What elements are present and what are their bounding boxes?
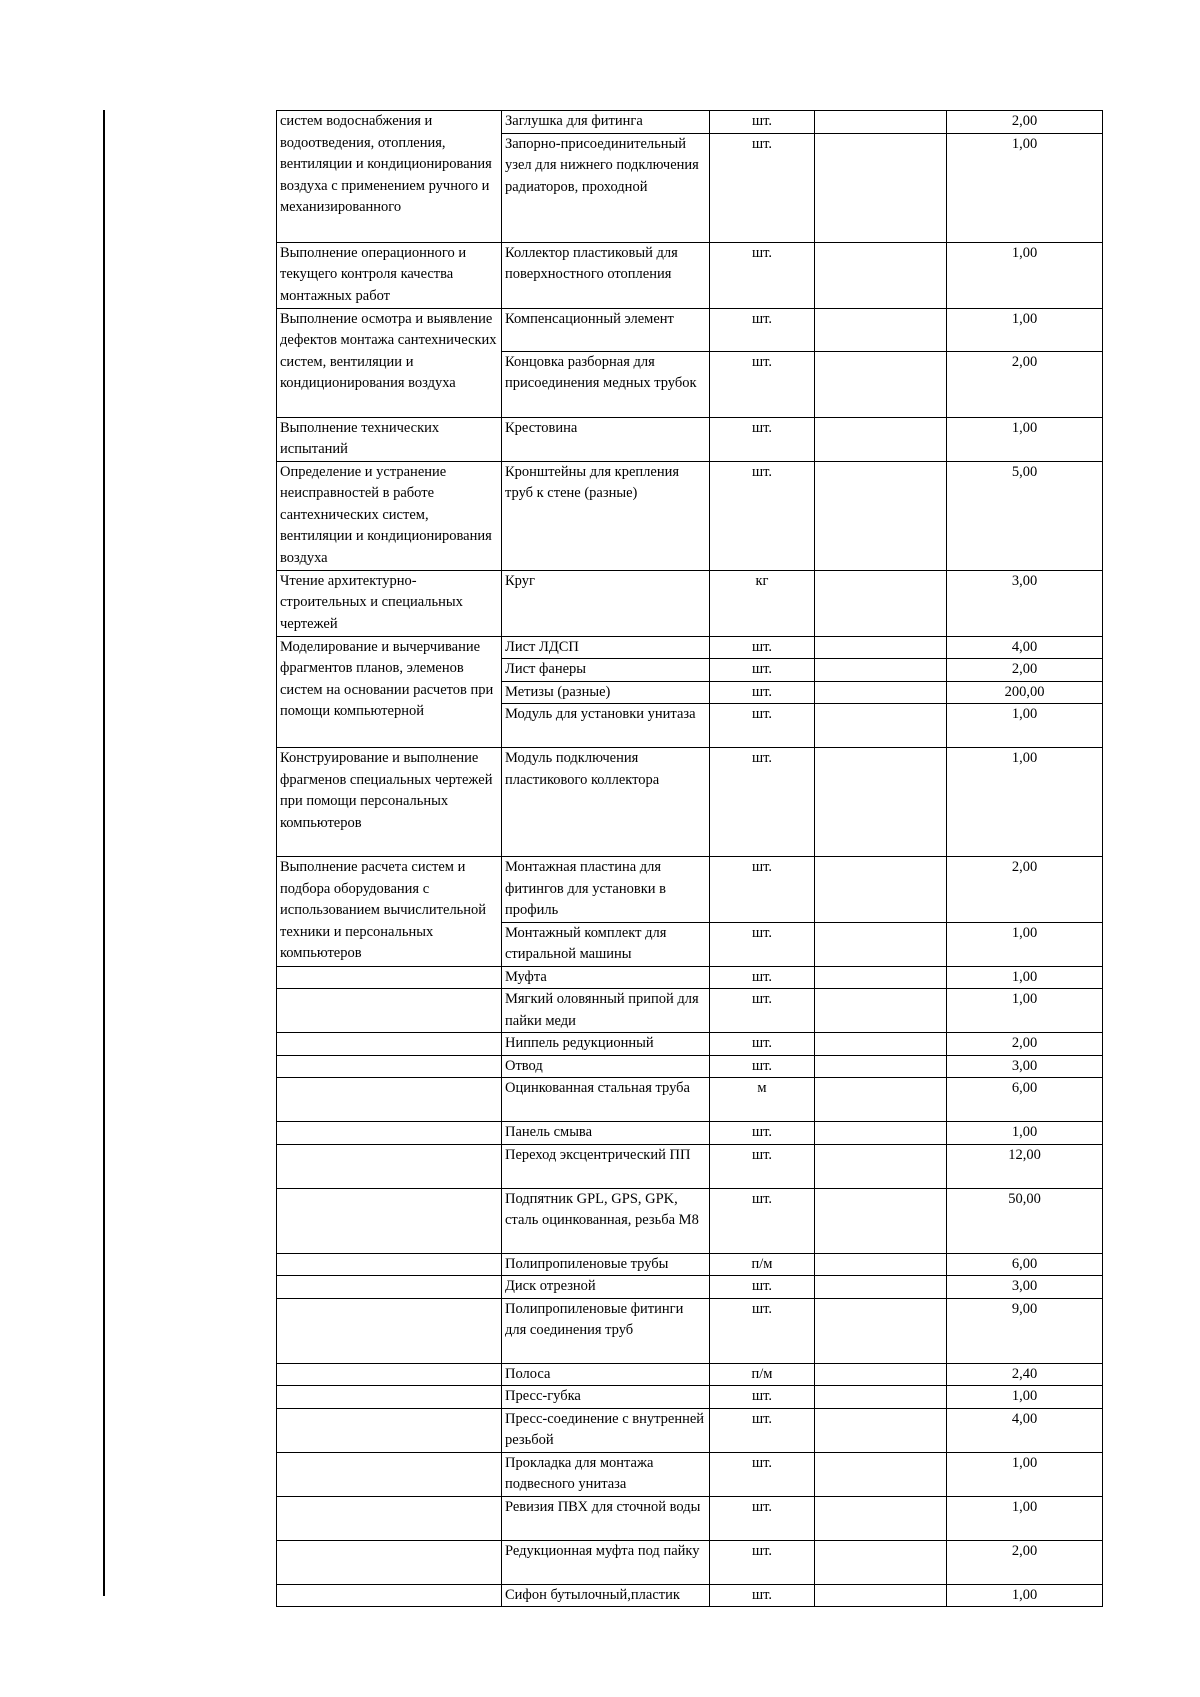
unit-cell: шт. xyxy=(710,242,815,308)
competency-cell-empty xyxy=(277,1078,502,1122)
qty-cell: 3,00 xyxy=(947,1055,1103,1078)
qty-cell: 1,00 xyxy=(947,1496,1103,1540)
empty-cell xyxy=(815,1078,947,1122)
unit-cell: шт. xyxy=(710,1540,815,1584)
table-row xyxy=(277,636,1103,659)
table-row xyxy=(277,857,1103,923)
empty-cell xyxy=(815,242,947,308)
qty-cell: 2,00 xyxy=(947,351,1103,417)
qty-cell: 50,00 xyxy=(947,1188,1103,1253)
empty-cell xyxy=(815,659,947,682)
competency-cell: Выполнение технических испытаний xyxy=(277,417,502,461)
empty-cell xyxy=(815,308,947,351)
empty-cell xyxy=(815,857,947,923)
competency-cell-empty xyxy=(277,1386,502,1409)
item-name-cell: Панель смыва xyxy=(502,1122,710,1145)
qty-cell: 2,00 xyxy=(947,1033,1103,1056)
empty-cell xyxy=(815,1033,947,1056)
qty-cell: 200,00 xyxy=(947,681,1103,704)
item-name-cell: Прокладка для монтажа подвесного унитаза xyxy=(502,1452,710,1496)
page-margin-line xyxy=(103,110,105,1596)
item-name-cell: Подпятник GPL, GPS, GPK, сталь оцинкованная, резьба М8 xyxy=(502,1188,710,1253)
unit-cell: шт. xyxy=(710,1144,815,1188)
empty-cell xyxy=(815,1253,947,1276)
qty-cell: 1,00 xyxy=(947,1584,1103,1607)
item-name-cell: Отвод xyxy=(502,1055,710,1078)
item-name-cell: Ревизия ПВХ для сточной воды xyxy=(502,1496,710,1540)
table-row xyxy=(277,1078,1103,1122)
empty-cell xyxy=(815,461,947,570)
unit-cell: шт. xyxy=(710,1298,815,1363)
qty-cell: 2,00 xyxy=(947,659,1103,682)
empty-cell xyxy=(815,989,947,1033)
unit-cell: п/м xyxy=(710,1363,815,1386)
item-name-cell: Крестовина xyxy=(502,417,710,461)
qty-cell: 1,00 xyxy=(947,242,1103,308)
competency-cell-empty xyxy=(277,1188,502,1253)
qty-cell: 1,00 xyxy=(947,704,1103,748)
empty-cell xyxy=(815,1452,947,1496)
empty-cell xyxy=(815,1584,947,1607)
unit-cell: шт. xyxy=(710,111,815,134)
table-row xyxy=(277,1496,1103,1540)
competency-cell-empty xyxy=(277,1033,502,1056)
competency-cell-empty xyxy=(277,1298,502,1363)
empty-cell xyxy=(815,1144,947,1188)
table-row xyxy=(277,1584,1103,1607)
item-name-cell: Кронштейны для крепления труб к стене (разные) xyxy=(502,461,710,570)
table-row xyxy=(277,966,1103,989)
table-row xyxy=(277,1033,1103,1056)
table-row xyxy=(277,242,1103,308)
table-row xyxy=(277,570,1103,636)
competency-cell-empty xyxy=(277,1584,502,1607)
table-row xyxy=(277,989,1103,1033)
table-row xyxy=(277,1122,1103,1145)
competency-cell-empty xyxy=(277,1540,502,1584)
competency-cell-empty xyxy=(277,1276,502,1299)
unit-cell: шт. xyxy=(710,461,815,570)
unit-cell: шт. xyxy=(710,1033,815,1056)
table-row xyxy=(277,1540,1103,1584)
item-name-cell: Полипропиленовые трубы xyxy=(502,1253,710,1276)
empty-cell xyxy=(815,351,947,417)
competency-cell: Выполнение операционного и текущего контроля качества монтажных работ xyxy=(277,242,502,308)
qty-cell: 1,00 xyxy=(947,966,1103,989)
table-row xyxy=(277,417,1103,461)
empty-cell xyxy=(815,922,947,966)
item-name-cell: Коллектор пластиковый для поверхностного отопления xyxy=(502,242,710,308)
competency-cell-empty xyxy=(277,1408,502,1452)
item-name-cell: Лист ЛДСП xyxy=(502,636,710,659)
empty-cell xyxy=(815,1188,947,1253)
unit-cell: шт. xyxy=(710,308,815,351)
empty-cell xyxy=(815,570,947,636)
competency-cell-empty xyxy=(277,1122,502,1145)
empty-cell xyxy=(815,1496,947,1540)
table-row xyxy=(277,461,1103,570)
empty-cell xyxy=(815,133,947,242)
empty-cell xyxy=(815,681,947,704)
table-row xyxy=(277,748,1103,857)
unit-cell: шт. xyxy=(710,1055,815,1078)
item-name-cell: Заглушка для фитинга xyxy=(502,111,710,134)
unit-cell: шт. xyxy=(710,857,815,923)
table-row xyxy=(277,308,1103,351)
empty-cell xyxy=(815,111,947,134)
empty-cell xyxy=(815,1540,947,1584)
item-name-cell: Концовка разборная для присоединения медных трубок xyxy=(502,351,710,417)
empty-cell xyxy=(815,966,947,989)
qty-cell: 1,00 xyxy=(947,1122,1103,1145)
qty-cell: 1,00 xyxy=(947,133,1103,242)
empty-cell xyxy=(815,748,947,857)
qty-cell: 12,00 xyxy=(947,1144,1103,1188)
qty-cell: 1,00 xyxy=(947,417,1103,461)
qty-cell: 1,00 xyxy=(947,1386,1103,1409)
item-name-cell: Полипропиленовые фитинги для соединения труб xyxy=(502,1298,710,1363)
item-name-cell: Мягкий оловянный припой для пайки меди xyxy=(502,989,710,1033)
unit-cell: шт. xyxy=(710,989,815,1033)
qty-cell: 1,00 xyxy=(947,1452,1103,1496)
competency-cell: Выполнение расчета систем и подбора оборудования с использованием вычислительной техники и персональных компьютеров xyxy=(277,857,502,967)
unit-cell: шт. xyxy=(710,636,815,659)
qty-cell: 5,00 xyxy=(947,461,1103,570)
qty-cell: 2,00 xyxy=(947,111,1103,134)
empty-cell xyxy=(815,704,947,748)
qty-cell: 4,00 xyxy=(947,1408,1103,1452)
qty-cell: 1,00 xyxy=(947,922,1103,966)
table-row xyxy=(277,1363,1103,1386)
competency-cell-empty xyxy=(277,989,502,1033)
item-name-cell: Диск отрезной xyxy=(502,1276,710,1299)
qty-cell: 1,00 xyxy=(947,308,1103,351)
qty-cell: 4,00 xyxy=(947,636,1103,659)
qty-cell: 3,00 xyxy=(947,570,1103,636)
table-row xyxy=(277,111,1103,134)
item-name-cell: Ниппель редукционный xyxy=(502,1033,710,1056)
empty-cell xyxy=(815,1055,947,1078)
competency-cell: Выполнение осмотра и выявление дефектов монтажа сантехнических систем, вентиляции и кондиционирования воздуха xyxy=(277,308,502,417)
competency-cell-empty xyxy=(277,1144,502,1188)
qty-cell: 3,00 xyxy=(947,1276,1103,1299)
table-row xyxy=(277,1276,1103,1299)
table-row xyxy=(277,1144,1103,1188)
unit-cell: шт. xyxy=(710,1496,815,1540)
qty-cell: 2,00 xyxy=(947,857,1103,923)
competency-cell: Чтение архитектурно-строительных и специальных чертежей xyxy=(277,570,502,636)
empty-cell xyxy=(815,1363,947,1386)
unit-cell: шт. xyxy=(710,1276,815,1299)
qty-cell: 6,00 xyxy=(947,1078,1103,1122)
unit-cell: шт. xyxy=(710,681,815,704)
unit-cell: шт. xyxy=(710,1452,815,1496)
unit-cell: шт. xyxy=(710,417,815,461)
table-row xyxy=(277,1452,1103,1496)
unit-cell: шт. xyxy=(710,1386,815,1409)
competency-cell: Определение и устранение неисправностей в работе сантехнических систем, вентиляции и кондиционирования воздуха xyxy=(277,461,502,570)
competency-cell: Конструирование и выполнение фрагменов специальных чертежей при помощи персональных компьютеров xyxy=(277,748,502,857)
unit-cell: шт. xyxy=(710,1408,815,1452)
unit-cell: шт. xyxy=(710,1188,815,1253)
unit-cell: шт. xyxy=(710,1584,815,1607)
competency-cell-empty xyxy=(277,1452,502,1496)
unit-cell: шт. xyxy=(710,966,815,989)
item-name-cell: Полоса xyxy=(502,1363,710,1386)
empty-cell xyxy=(815,1386,947,1409)
competency-cell: Моделирование и вычерчивание фрагментов планов, элеменов систем на основании расчетов при помощи компьютерной xyxy=(277,636,502,748)
item-name-cell: Муфта xyxy=(502,966,710,989)
unit-cell: шт. xyxy=(710,1122,815,1145)
competency-cell-empty xyxy=(277,966,502,989)
item-name-cell: Метизы (разные) xyxy=(502,681,710,704)
item-name-cell: Переход эксцентрический ПП xyxy=(502,1144,710,1188)
unit-cell: шт. xyxy=(710,351,815,417)
empty-cell xyxy=(815,1408,947,1452)
empty-cell xyxy=(815,1276,947,1299)
competency-cell-empty xyxy=(277,1055,502,1078)
unit-cell: кг xyxy=(710,570,815,636)
qty-cell: 2,00 xyxy=(947,1540,1103,1584)
unit-cell: шт. xyxy=(710,704,815,748)
unit-cell: м xyxy=(710,1078,815,1122)
item-name-cell: Пресс-соединение с внутренней резьбой xyxy=(502,1408,710,1452)
qty-cell: 2,40 xyxy=(947,1363,1103,1386)
item-name-cell: Круг xyxy=(502,570,710,636)
unit-cell: шт. xyxy=(710,133,815,242)
competency-cell: систем водоснабжения и водоотведения, отопления, вентиляции и кондиционирования воздуха с применением ручного и механизированного xyxy=(277,111,502,243)
item-name-cell: Модуль подключения пластикового коллектора xyxy=(502,748,710,857)
item-name-cell: Лист фанеры xyxy=(502,659,710,682)
item-name-cell: Монтажный комплект для стиральной машины xyxy=(502,922,710,966)
table-row xyxy=(277,1298,1103,1363)
competency-cell-empty xyxy=(277,1363,502,1386)
unit-cell: шт. xyxy=(710,922,815,966)
item-name-cell: Монтажная пластина для фитингов для установки в профиль xyxy=(502,857,710,923)
empty-cell xyxy=(815,636,947,659)
item-name-cell: Сифон бутылочный,пластик xyxy=(502,1584,710,1607)
qty-cell: 1,00 xyxy=(947,748,1103,857)
item-name-cell: Запорно-присоединительный узел для нижнего подключения радиаторов, проходной xyxy=(502,133,710,242)
qty-cell: 6,00 xyxy=(947,1253,1103,1276)
item-name-cell: Компенсационный элемент xyxy=(502,308,710,351)
table-row xyxy=(277,1386,1103,1409)
competency-cell-empty xyxy=(277,1253,502,1276)
table-row xyxy=(277,1188,1103,1253)
empty-cell xyxy=(815,1298,947,1363)
item-name-cell: Оцинкованная стальная труба xyxy=(502,1078,710,1122)
unit-cell: шт. xyxy=(710,748,815,857)
item-name-cell: Редукционная муфта под пайку xyxy=(502,1540,710,1584)
table-row xyxy=(277,1253,1103,1276)
materials-table xyxy=(276,110,1103,1607)
empty-cell xyxy=(815,417,947,461)
table-row xyxy=(277,1055,1103,1078)
table-row xyxy=(277,1408,1103,1452)
competency-cell-empty xyxy=(277,1496,502,1540)
item-name-cell: Модуль для установки унитаза xyxy=(502,704,710,748)
qty-cell: 9,00 xyxy=(947,1298,1103,1363)
qty-cell: 1,00 xyxy=(947,989,1103,1033)
item-name-cell: Пресс-губка xyxy=(502,1386,710,1409)
unit-cell: п/м xyxy=(710,1253,815,1276)
unit-cell: шт. xyxy=(710,659,815,682)
empty-cell xyxy=(815,1122,947,1145)
